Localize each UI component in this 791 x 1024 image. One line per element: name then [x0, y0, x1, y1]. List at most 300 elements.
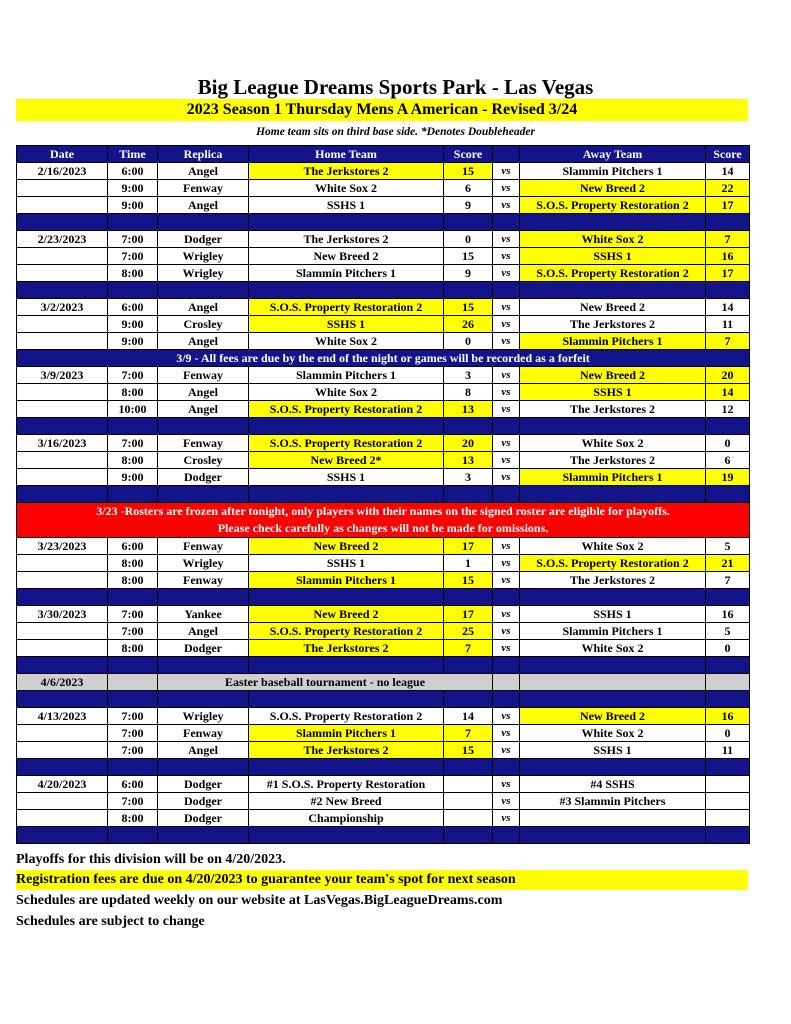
away-score-cell [706, 810, 750, 827]
separator-cell [444, 759, 493, 776]
time-cell: 6:00 [108, 538, 158, 555]
notice-row [17, 350, 750, 367]
away-team-cell: SSHS 1 [520, 384, 706, 401]
vs-cell: vs [493, 725, 520, 742]
vs-cell: vs [493, 606, 520, 623]
col-header-time: Time [108, 146, 158, 163]
roster-freeze-line-1: 3/23 -Rosters are frozen after tonight, only players with their names on the signed roster are eligible for playoffs. [96, 504, 670, 518]
away-score-cell: 20 [706, 367, 750, 384]
time-cell: 9:00 [108, 197, 158, 214]
vs-cell: vs [493, 316, 520, 333]
vs-cell: vs [493, 623, 520, 640]
date-cell: 2/16/2023 [17, 163, 108, 180]
separator-cell [493, 691, 520, 708]
table-row [17, 708, 750, 725]
away-score-cell: 22 [706, 180, 750, 197]
home-team-cell: S.O.S. Property Restoration 2 [249, 299, 444, 316]
time-cell: 6:00 [108, 776, 158, 793]
away-score-cell [706, 776, 750, 793]
away-score-cell: 16 [706, 606, 750, 623]
home-score-cell: 26 [444, 316, 493, 333]
away-team-cell: S.O.S. Property Restoration 2 [520, 555, 706, 572]
home-score-cell: 8 [444, 384, 493, 401]
away-score-cell: 5 [706, 538, 750, 555]
empty-cell [706, 674, 750, 691]
season-subtitle: 2023 Season 1 Thursday Mens A American - Revised 3/24 [16, 99, 748, 121]
away-team-cell: #3 Slammin Pitchers [520, 793, 706, 810]
home-team-cell: The Jerkstores 2 [249, 163, 444, 180]
separator-cell [108, 691, 158, 708]
home-team-cell: Slammin Pitchers 1 [249, 265, 444, 282]
away-team-cell: S.O.S. Property Restoration 2 [520, 197, 706, 214]
home-team-cell: White Sox 2 [249, 333, 444, 350]
separator-cell [249, 657, 444, 674]
separator-cell [158, 657, 249, 674]
home-score-cell: 0 [444, 333, 493, 350]
subject-to-change-note: Schedules are subject to change [16, 914, 205, 929]
away-team-cell: White Sox 2 [520, 435, 706, 452]
date-cell [17, 793, 108, 810]
home-score-cell: 3 [444, 469, 493, 486]
separator-row [17, 418, 750, 435]
home-score-cell: 17 [444, 606, 493, 623]
replica-cell: Dodger [158, 793, 249, 810]
table-row [17, 810, 750, 827]
separator-row [17, 657, 750, 674]
time-cell: 8:00 [108, 555, 158, 572]
date-cell [17, 180, 108, 197]
vs-cell: vs [493, 742, 520, 759]
table-row [17, 572, 750, 589]
home-score-cell: 13 [444, 452, 493, 469]
away-team-cell: White Sox 2 [520, 231, 706, 248]
table-row [17, 793, 750, 810]
separator-cell [520, 418, 706, 435]
time-cell: 9:00 [108, 316, 158, 333]
replica-cell: Fenway [158, 435, 249, 452]
table-row [17, 265, 750, 282]
separator-cell [493, 282, 520, 299]
separator-cell [706, 657, 750, 674]
home-score-cell: 6 [444, 180, 493, 197]
separator-cell [520, 759, 706, 776]
vs-cell: vs [493, 469, 520, 486]
home-team-cell: New Breed 2 [249, 538, 444, 555]
away-score-cell: 14 [706, 384, 750, 401]
separator-cell [17, 214, 108, 231]
date-cell: 4/13/2023 [17, 708, 108, 725]
separator-cell [706, 691, 750, 708]
home-score-cell: 1 [444, 555, 493, 572]
away-score-cell: 7 [706, 231, 750, 248]
date-cell [17, 401, 108, 418]
separator-cell [706, 827, 750, 844]
away-score-cell: 14 [706, 163, 750, 180]
roster-freeze-notice [17, 503, 750, 538]
away-team-cell: The Jerkstores 2 [520, 401, 706, 418]
home-score-cell: 13 [444, 401, 493, 418]
separator-cell [17, 486, 108, 503]
col-header-vs [493, 146, 520, 163]
date-cell: 3/2/2023 [17, 299, 108, 316]
separator-cell [158, 282, 249, 299]
date-cell: 4/6/2023 [17, 674, 108, 691]
home-team-cell: S.O.S. Property Restoration 2 [249, 435, 444, 452]
home-score-cell [444, 776, 493, 793]
separator-cell [493, 827, 520, 844]
home-score-cell: 15 [444, 572, 493, 589]
separator-cell [706, 282, 750, 299]
replica-cell: Angel [158, 163, 249, 180]
home-score-cell: 3 [444, 367, 493, 384]
away-score-cell: 14 [706, 299, 750, 316]
date-cell [17, 640, 108, 657]
home-team-cell: The Jerkstores 2 [249, 231, 444, 248]
separator-cell [249, 759, 444, 776]
vs-cell: vs [493, 265, 520, 282]
away-score-cell: 6 [706, 452, 750, 469]
date-cell [17, 265, 108, 282]
replica-cell: Fenway [158, 725, 249, 742]
home-team-cell: New Breed 2* [249, 452, 444, 469]
table-row [17, 725, 750, 742]
table-row [17, 555, 750, 572]
date-cell [17, 572, 108, 589]
table-row [17, 197, 750, 214]
home-team-cell: #1 S.O.S. Property Restoration [249, 776, 444, 793]
away-team-cell: New Breed 2 [520, 708, 706, 725]
separator-cell [520, 657, 706, 674]
separator-cell [520, 827, 706, 844]
time-cell: 7:00 [108, 435, 158, 452]
home-team-cell: White Sox 2 [249, 384, 444, 401]
away-score-cell: 5 [706, 623, 750, 640]
replica-cell: Fenway [158, 538, 249, 555]
away-team-cell: New Breed 2 [520, 299, 706, 316]
replica-cell: Crosley [158, 316, 249, 333]
replica-cell: Wrigley [158, 708, 249, 725]
table-row [17, 231, 750, 248]
table-row [17, 538, 750, 555]
schedule-body [17, 163, 750, 844]
date-cell [17, 810, 108, 827]
time-cell: 7:00 [108, 606, 158, 623]
time-cell: 7:00 [108, 742, 158, 759]
col-header-away-team: Away Team [520, 146, 706, 163]
vs-cell: vs [493, 708, 520, 725]
away-team-cell: The Jerkstores 2 [520, 316, 706, 333]
replica-cell: Wrigley [158, 555, 249, 572]
home-score-cell [444, 793, 493, 810]
home-team-cell: The Jerkstores 2 [249, 640, 444, 657]
table-row [17, 299, 750, 316]
separator-cell [158, 759, 249, 776]
home-score-cell: 9 [444, 265, 493, 282]
separator-row [17, 589, 750, 606]
vs-cell: vs [493, 538, 520, 555]
separator-cell [249, 589, 444, 606]
date-cell [17, 725, 108, 742]
separator-cell [17, 657, 108, 674]
vs-cell: vs [493, 572, 520, 589]
home-team-cell: S.O.S. Property Restoration 2 [249, 708, 444, 725]
time-cell: 7:00 [108, 623, 158, 640]
home-score-cell: 15 [444, 248, 493, 265]
replica-cell: Angel [158, 401, 249, 418]
separator-cell [158, 486, 249, 503]
separator-cell [108, 214, 158, 231]
separator-cell [493, 759, 520, 776]
replica-cell: Dodger [158, 469, 249, 486]
time-cell: 9:00 [108, 180, 158, 197]
separator-cell [444, 827, 493, 844]
separator-cell [17, 691, 108, 708]
separator-cell [706, 418, 750, 435]
time-cell: 8:00 [108, 810, 158, 827]
table-row [17, 640, 750, 657]
separator-cell [520, 486, 706, 503]
replica-cell: Dodger [158, 776, 249, 793]
page-title: Big League Dreams Sports Park - Las Vegas [197, 75, 594, 99]
time-cell: 7:00 [108, 708, 158, 725]
home-team-cell: Championship [249, 810, 444, 827]
table-row [17, 316, 750, 333]
away-score-cell: 16 [706, 708, 750, 725]
home-score-cell: 25 [444, 623, 493, 640]
vs-cell: vs [493, 333, 520, 350]
table-row [17, 742, 750, 759]
separator-cell [17, 589, 108, 606]
home-team-cell: S.O.S. Property Restoration 2 [249, 401, 444, 418]
home-score-cell [444, 810, 493, 827]
away-team-cell: SSHS 1 [520, 248, 706, 265]
separator-cell [108, 282, 158, 299]
separator-cell [444, 282, 493, 299]
separator-cell [249, 827, 444, 844]
replica-cell: Wrigley [158, 265, 249, 282]
table-row [17, 401, 750, 418]
separator-cell [158, 418, 249, 435]
away-score-cell: 17 [706, 265, 750, 282]
table-row [17, 367, 750, 384]
away-team-cell: #4 SSHS [520, 776, 706, 793]
time-cell: 8:00 [108, 452, 158, 469]
separator-cell [493, 486, 520, 503]
separator-cell [17, 282, 108, 299]
date-cell [17, 333, 108, 350]
separator-cell [249, 486, 444, 503]
time-cell: 7:00 [108, 231, 158, 248]
time-cell: 8:00 [108, 572, 158, 589]
away-score-cell: 12 [706, 401, 750, 418]
separator-cell [108, 486, 158, 503]
away-score-cell: 21 [706, 555, 750, 572]
separator-cell [444, 214, 493, 231]
away-team-cell: White Sox 2 [520, 725, 706, 742]
away-team-cell: Slammin Pitchers 1 [520, 623, 706, 640]
time-cell: 10:00 [108, 401, 158, 418]
away-score-cell: 0 [706, 725, 750, 742]
separator-cell [493, 589, 520, 606]
away-score-cell: 17 [706, 197, 750, 214]
date-cell: 3/16/2023 [17, 435, 108, 452]
away-team-cell: S.O.S. Property Restoration 2 [520, 265, 706, 282]
home-score-cell: 7 [444, 640, 493, 657]
home-score-cell: 15 [444, 742, 493, 759]
away-team-cell: The Jerkstores 2 [520, 452, 706, 469]
table-row [17, 623, 750, 640]
home-team-cell: Slammin Pitchers 1 [249, 725, 444, 742]
table-row [17, 384, 750, 401]
away-score-cell: 7 [706, 333, 750, 350]
away-score-cell [706, 793, 750, 810]
date-cell [17, 316, 108, 333]
separator-row [17, 827, 750, 844]
separator-cell [520, 282, 706, 299]
separator-cell [444, 657, 493, 674]
schedule-table [16, 145, 750, 844]
vs-cell: vs [493, 197, 520, 214]
date-cell: 3/9/2023 [17, 367, 108, 384]
time-cell: 7:00 [108, 725, 158, 742]
separator-cell [249, 214, 444, 231]
home-team-cell: SSHS 1 [249, 316, 444, 333]
separator-row [17, 691, 750, 708]
separator-cell [706, 486, 750, 503]
replica-cell: Angel [158, 623, 249, 640]
table-row [17, 333, 750, 350]
separator-cell [520, 214, 706, 231]
home-score-cell: 9 [444, 197, 493, 214]
home-team-cell: S.O.S. Property Restoration 2 [249, 623, 444, 640]
replica-cell: Angel [158, 333, 249, 350]
away-score-cell: 11 [706, 742, 750, 759]
separator-row [17, 486, 750, 503]
vs-cell: vs [493, 231, 520, 248]
roster-freeze-line-2: Please check carefully as changes will not be made for omissions. [217, 521, 549, 535]
separator-cell [17, 418, 108, 435]
time-cell: 7:00 [108, 367, 158, 384]
separator-cell [158, 827, 249, 844]
separator-cell [706, 589, 750, 606]
home-score-cell: 20 [444, 435, 493, 452]
home-team-cell: SSHS 1 [249, 197, 444, 214]
table-row [17, 452, 750, 469]
table-header-row [17, 146, 750, 163]
separator-row [17, 282, 750, 299]
replica-cell: Fenway [158, 367, 249, 384]
vs-cell: vs [493, 367, 520, 384]
away-team-cell: SSHS 1 [520, 742, 706, 759]
separator-cell [520, 589, 706, 606]
empty-cell [493, 674, 520, 691]
date-cell [17, 469, 108, 486]
website-note: Schedules are updated weekly on our website at LasVegas.BigLeagueDreams.com [16, 893, 503, 908]
table-row [17, 163, 750, 180]
away-team-cell: White Sox 2 [520, 538, 706, 555]
date-cell [17, 452, 108, 469]
table-row [17, 606, 750, 623]
col-header-away-score: Score [706, 146, 750, 163]
replica-cell: Crosley [158, 452, 249, 469]
away-score-cell: 0 [706, 435, 750, 452]
vs-cell: vs [493, 401, 520, 418]
table-row [17, 248, 750, 265]
separator-cell [108, 418, 158, 435]
home-team-cell: SSHS 1 [249, 555, 444, 572]
vs-cell: vs [493, 180, 520, 197]
home-team-note: Home team sits on third base side. *Denotes Doubleheader [256, 126, 535, 138]
table-row [17, 435, 750, 452]
replica-cell: Dodger [158, 810, 249, 827]
no-league-text: Easter baseball tournament - no league [158, 674, 493, 691]
time-cell: 8:00 [108, 265, 158, 282]
replica-cell: Angel [158, 197, 249, 214]
away-team-cell: New Breed 2 [520, 180, 706, 197]
vs-cell: vs [493, 810, 520, 827]
registration-note: Registration fees are due on 4/20/2023 to guarantee your team's spot for next season [16, 870, 748, 890]
separator-cell [706, 214, 750, 231]
table-row [17, 469, 750, 486]
time-cell: 7:00 [108, 248, 158, 265]
vs-cell: vs [493, 248, 520, 265]
away-team-cell: Slammin Pitchers 1 [520, 469, 706, 486]
home-team-cell: White Sox 2 [249, 180, 444, 197]
home-team-cell: Slammin Pitchers 1 [249, 572, 444, 589]
date-cell: 3/23/2023 [17, 538, 108, 555]
notice-text: 3/9 - All fees are due by the end of the night or games will be recorded as a forfeit [17, 350, 750, 367]
separator-cell [17, 759, 108, 776]
home-score-cell: 7 [444, 725, 493, 742]
vs-cell: vs [493, 776, 520, 793]
date-cell [17, 248, 108, 265]
separator-cell [444, 691, 493, 708]
roster-freeze-row [17, 503, 750, 538]
table-row [17, 180, 750, 197]
replica-cell: Angel [158, 742, 249, 759]
separator-cell [108, 759, 158, 776]
away-team-cell: The Jerkstores 2 [520, 572, 706, 589]
home-team-cell: New Breed 2 [249, 248, 444, 265]
replica-cell: Fenway [158, 572, 249, 589]
home-team-cell: Slammin Pitchers 1 [249, 367, 444, 384]
separator-cell [706, 759, 750, 776]
away-team-cell: SSHS 1 [520, 606, 706, 623]
replica-cell: Yankee [158, 606, 249, 623]
vs-cell: vs [493, 793, 520, 810]
separator-cell [158, 589, 249, 606]
away-score-cell: 0 [706, 640, 750, 657]
away-score-cell: 11 [706, 316, 750, 333]
away-team-cell: New Breed 2 [520, 367, 706, 384]
replica-cell: Dodger [158, 231, 249, 248]
time-cell: 9:00 [108, 333, 158, 350]
separator-cell [249, 691, 444, 708]
date-cell [17, 623, 108, 640]
home-score-cell: 0 [444, 231, 493, 248]
away-team-cell: White Sox 2 [520, 640, 706, 657]
separator-cell [493, 418, 520, 435]
date-cell: 4/20/2023 [17, 776, 108, 793]
home-score-cell: 15 [444, 163, 493, 180]
vs-cell: vs [493, 640, 520, 657]
date-cell: 3/30/2023 [17, 606, 108, 623]
home-score-cell: 17 [444, 538, 493, 555]
empty-cell [108, 674, 158, 691]
replica-cell: Fenway [158, 180, 249, 197]
separator-cell [493, 214, 520, 231]
away-score-cell: 19 [706, 469, 750, 486]
